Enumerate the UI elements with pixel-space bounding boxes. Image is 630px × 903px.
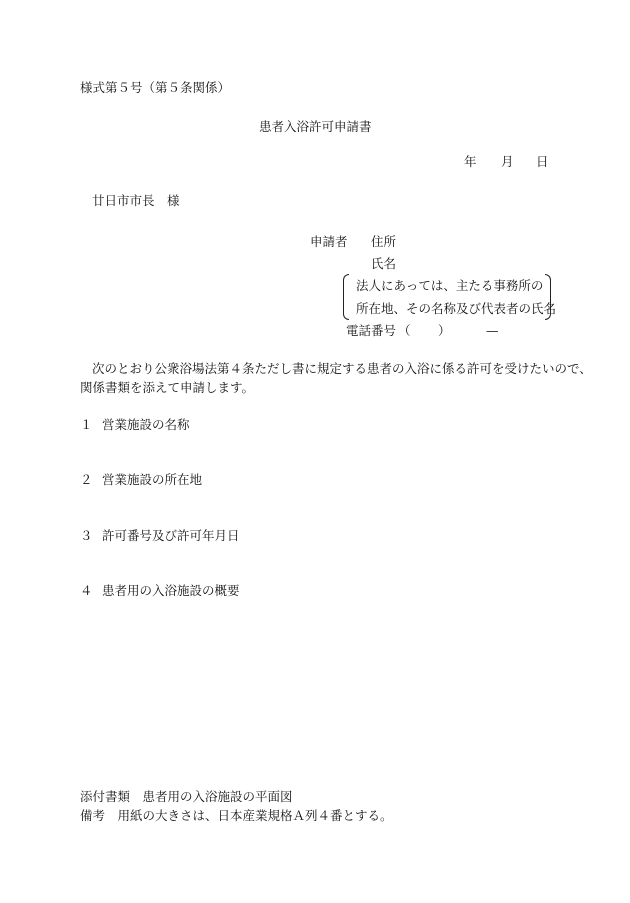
name-label: 氏名	[371, 256, 397, 271]
addressee: 廿日市市長 様	[92, 193, 180, 208]
body-text-line2: 関係書類を添えて申請します。	[80, 380, 255, 395]
item-label: 許可番号及び許可年月日	[102, 528, 240, 543]
body-text-line1: 次のとおり公衆浴場法第４条ただし書に規定する患者の入浴に係る許可を受けたいので、	[92, 361, 592, 376]
note-bracket-left	[343, 274, 349, 320]
address-label: 住所	[371, 234, 397, 249]
attachments-note: 添付書類 患者用の入浴施設の平面図	[80, 789, 293, 804]
applicant-label: 申請者	[310, 234, 348, 249]
date-day-label: 日	[536, 154, 549, 169]
corporate-note-line2: 所在地、その名称及び代表者の氏名	[356, 301, 557, 316]
item-number: ２	[80, 472, 93, 487]
item-number: ３	[80, 528, 93, 543]
item-number: １	[80, 417, 93, 432]
phone-paren-open: （	[398, 323, 411, 338]
item-facility-name	[80, 419, 190, 432]
remarks-note: 備考 用紙の大きさは、日本産業規格Ａ列４番とする。	[80, 808, 393, 823]
item-label: 営業施設の名称	[102, 417, 190, 432]
phone-label: 電話番号	[346, 323, 397, 338]
date-month-label: 月	[501, 154, 514, 169]
item-facility-address	[80, 474, 202, 487]
item-bath-facility-overview	[80, 585, 240, 598]
item-label: 営業施設の所在地	[102, 472, 203, 487]
phone-dash: —	[486, 323, 499, 338]
page-title: 患者入浴許可申請書	[259, 119, 372, 134]
item-permit-number-date	[80, 530, 240, 543]
form-number: 様式第５号（第５条関係）	[80, 80, 231, 95]
corporate-note-line1: 法人にあっては、主たる事務所の	[356, 278, 544, 293]
phone-paren-close: ）	[438, 323, 451, 338]
item-number: ４	[80, 583, 93, 598]
note-bracket-right	[545, 274, 551, 320]
date-year-label: 年	[464, 154, 477, 169]
item-label: 患者用の入浴施設の概要	[102, 583, 240, 598]
